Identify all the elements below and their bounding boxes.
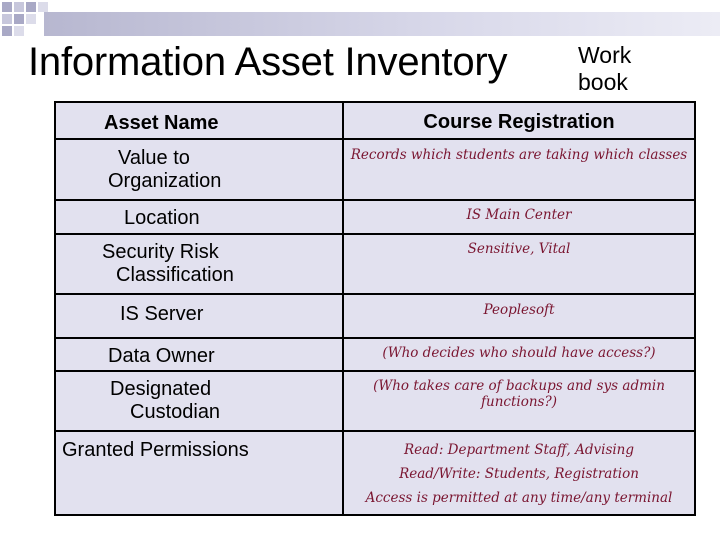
row-key-line: Data Owner (108, 345, 215, 367)
deco-square (14, 2, 24, 12)
row-value-line: Records which students are taking which classes (350, 147, 688, 163)
header-gradient-bar (44, 12, 720, 36)
row-key-cell (55, 234, 343, 294)
row-value-line: IS Main Center (466, 207, 572, 223)
table-row (55, 294, 695, 338)
table-row (55, 200, 695, 234)
deco-square (38, 2, 48, 12)
row-key-line: Designated (110, 378, 212, 400)
row-value-line: Sensitive, Vital (467, 241, 571, 257)
deco-square (2, 26, 12, 36)
table-row (55, 371, 695, 431)
row-value-cell (343, 139, 695, 200)
row-value-line: Peoplesoft (483, 302, 555, 318)
row-value-cell (343, 200, 695, 234)
row-key-cell (55, 338, 343, 371)
deco-square (26, 14, 36, 24)
row-key-cell (55, 139, 343, 200)
header-key-label: Asset Name (104, 112, 219, 134)
title-suffix-line: book (578, 69, 628, 95)
header-value-label: Course Registration (423, 111, 615, 133)
row-value-line: Read/Write: Students, Registration (399, 466, 639, 482)
deco-square (2, 14, 12, 24)
row-key-line: Custodian (130, 401, 221, 423)
row-value-cell (343, 371, 695, 431)
row-key-line: Security Risk (102, 241, 219, 263)
deco-square (2, 2, 12, 12)
row-value-cell (343, 234, 695, 294)
table-row (55, 338, 695, 371)
decorative-header-pattern (0, 0, 720, 40)
row-value-line: (Who decides who should have access?) (382, 345, 656, 361)
deco-square (14, 14, 24, 24)
row-key-line: Granted Permissions (62, 439, 249, 461)
row-value-cell (343, 338, 695, 371)
page-title-suffix (578, 42, 631, 96)
row-key-line: Organization (108, 170, 222, 192)
row-key-line: Value to (118, 147, 190, 169)
row-key-cell (55, 371, 343, 431)
row-key-line: IS Server (120, 303, 204, 325)
header-key-cell (55, 102, 343, 139)
title-suffix-line: Work (578, 42, 632, 68)
table-row (55, 431, 695, 515)
row-key-cell (55, 294, 343, 338)
row-value-cell (343, 294, 695, 338)
row-key-line: Classification (116, 264, 234, 286)
table-header-row (55, 102, 695, 139)
deco-square (14, 26, 24, 36)
page-title: Information Asset Inventory (28, 40, 508, 84)
deco-square (26, 2, 36, 12)
header-value-cell (343, 102, 695, 139)
row-value-line: Access is permitted at any time/any terminal (365, 490, 673, 506)
asset-inventory-table (54, 101, 696, 516)
row-key-line: Location (124, 207, 200, 229)
table-row (55, 234, 695, 294)
row-value-line: (Who takes care of backups and sys admin functions?) (373, 378, 665, 410)
row-value-line: Read: Department Staff, Advising (403, 442, 635, 458)
row-key-cell (55, 200, 343, 234)
row-value-cell (343, 431, 695, 515)
row-key-cell (55, 431, 343, 515)
table-row (55, 139, 695, 200)
